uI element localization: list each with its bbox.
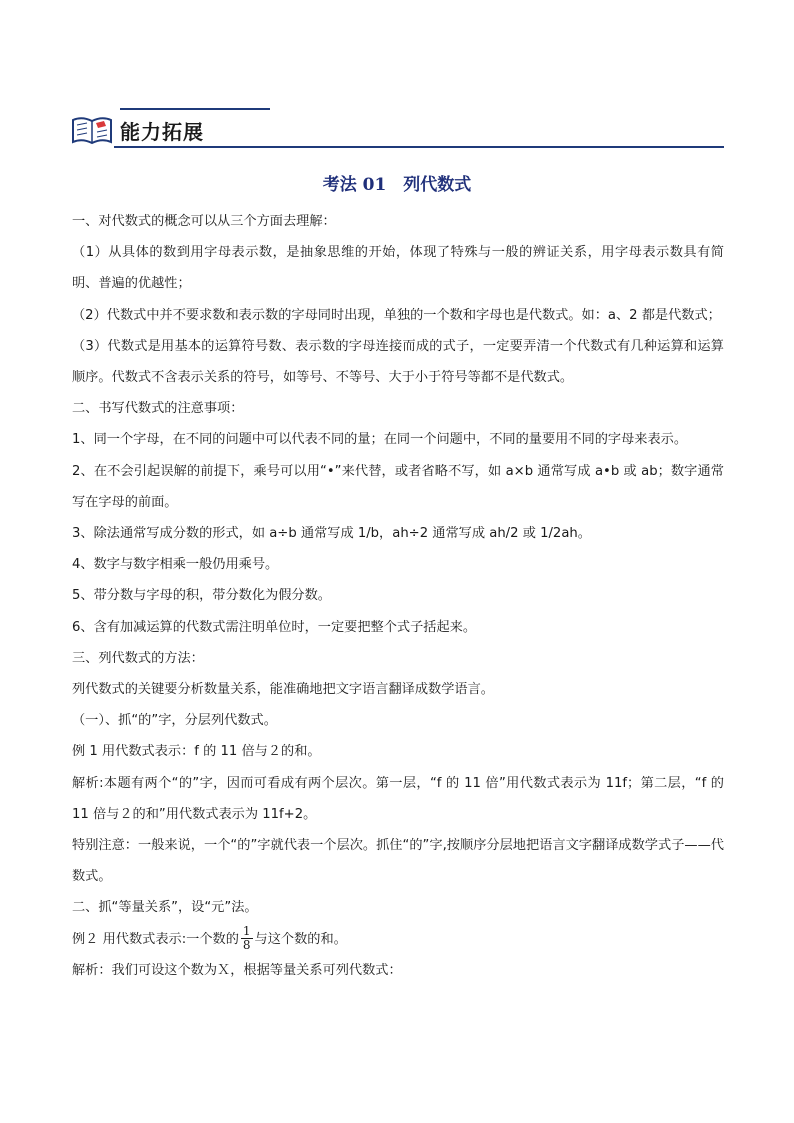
- paragraph: 2、在不会引起误解的前提下，乘号可以用“•”来代替，或者省略不写，如 a×b 通常写成 a•b 或 ab；数字通常写在字母的前面。: [72, 463, 724, 510]
- fraction: [241, 925, 253, 952]
- paragraph: 5、带分数与字母的积，带分数化为假分数。: [72, 588, 331, 604]
- paragraph: 1、同一个字母，在不同的问题中可以代表不同的量；在同一个问题中，不同的量要用不同的字母来表示。: [72, 432, 688, 448]
- paragraph: （1）从具体的数到用字母表示数，是抽象思维的开始，体现了特殊与一般的辨证关系，用字母表示数具有简明、普遍的优越性；: [72, 245, 724, 292]
- paragraph: （2）代数式中并不要求数和表示数的字母同时出现，单独的一个数和字母也是代数式。如：a、2 都是代数式；: [72, 307, 721, 323]
- document-body: [72, 206, 724, 986]
- paragraph: 解析:本题有两个“的”字，因而可看成有两个层次。第一层，“f 的 11 倍”用代数式表示为 11f；第二层，“f 的 11 倍与２的和”用代数式表示为 11f+2。: [72, 775, 724, 822]
- paragraph: 6、含有加减运算的代数式需注明单位时，一定要把整个式子括起来。: [72, 619, 477, 635]
- fraction-numerator: 1: [242, 924, 251, 939]
- section-title: 考法 01 列代数式: [322, 175, 472, 195]
- example-2-text-after: 与这个数的和。: [254, 931, 347, 947]
- paragraph: 解析：我们可设这个数为Ｘ，根据等量关系可列代数式：: [72, 962, 402, 978]
- paragraph: 3、除法通常写成分数的形式，如 a÷b 通常写成 1/b，ah÷2 通常写成 ah/2 或 1/2ah。: [72, 526, 591, 542]
- paragraph: 二、书写代数式的注意事项：: [72, 401, 244, 417]
- example-2: [72, 924, 724, 955]
- example-2-text-before: 例２ 用代数式表示:一个数的: [72, 931, 239, 947]
- paragraph: 特别注意：一般来说，一个“的”字就代表一个层次。抓住“的”字,按顺序分层地把语言文字翻译成数学式子——代数式。: [72, 838, 724, 885]
- paragraph: 4、数字与数字相乘一般仍用乘号。: [72, 557, 279, 573]
- paragraph: 一、对代数式的概念可以从三个方面去理解：: [72, 214, 336, 229]
- paragraph: 列代数式的关键要分析数量关系，能准确地把文字语言翻译成数学语言。: [72, 682, 494, 698]
- header-title: 能力拓展: [120, 120, 204, 144]
- header-top-line: [120, 108, 270, 110]
- paragraph: （一）、抓“的”字，分层列代数式。: [72, 713, 277, 729]
- paragraph: 例 1 用代数式表示：f 的 11 倍与２的和。: [72, 744, 321, 760]
- paragraph: （3）代数式是用基本的运算符号数、表示数的字母连接而成的式子，一定要弄清一个代数式有几种运算和运算顺序。代数式不含表示关系的符号，如等号、不等号、大于小于符号等都不是代数式。: [72, 338, 724, 386]
- fraction-denominator: 8: [242, 938, 251, 953]
- paragraph: 二、抓“等量关系”，设“元”法。: [72, 900, 258, 916]
- page-header: [70, 108, 724, 150]
- paragraph: 三、列代数式的方法：: [72, 650, 204, 666]
- header-rule: [114, 146, 724, 148]
- book-icon: [70, 112, 114, 146]
